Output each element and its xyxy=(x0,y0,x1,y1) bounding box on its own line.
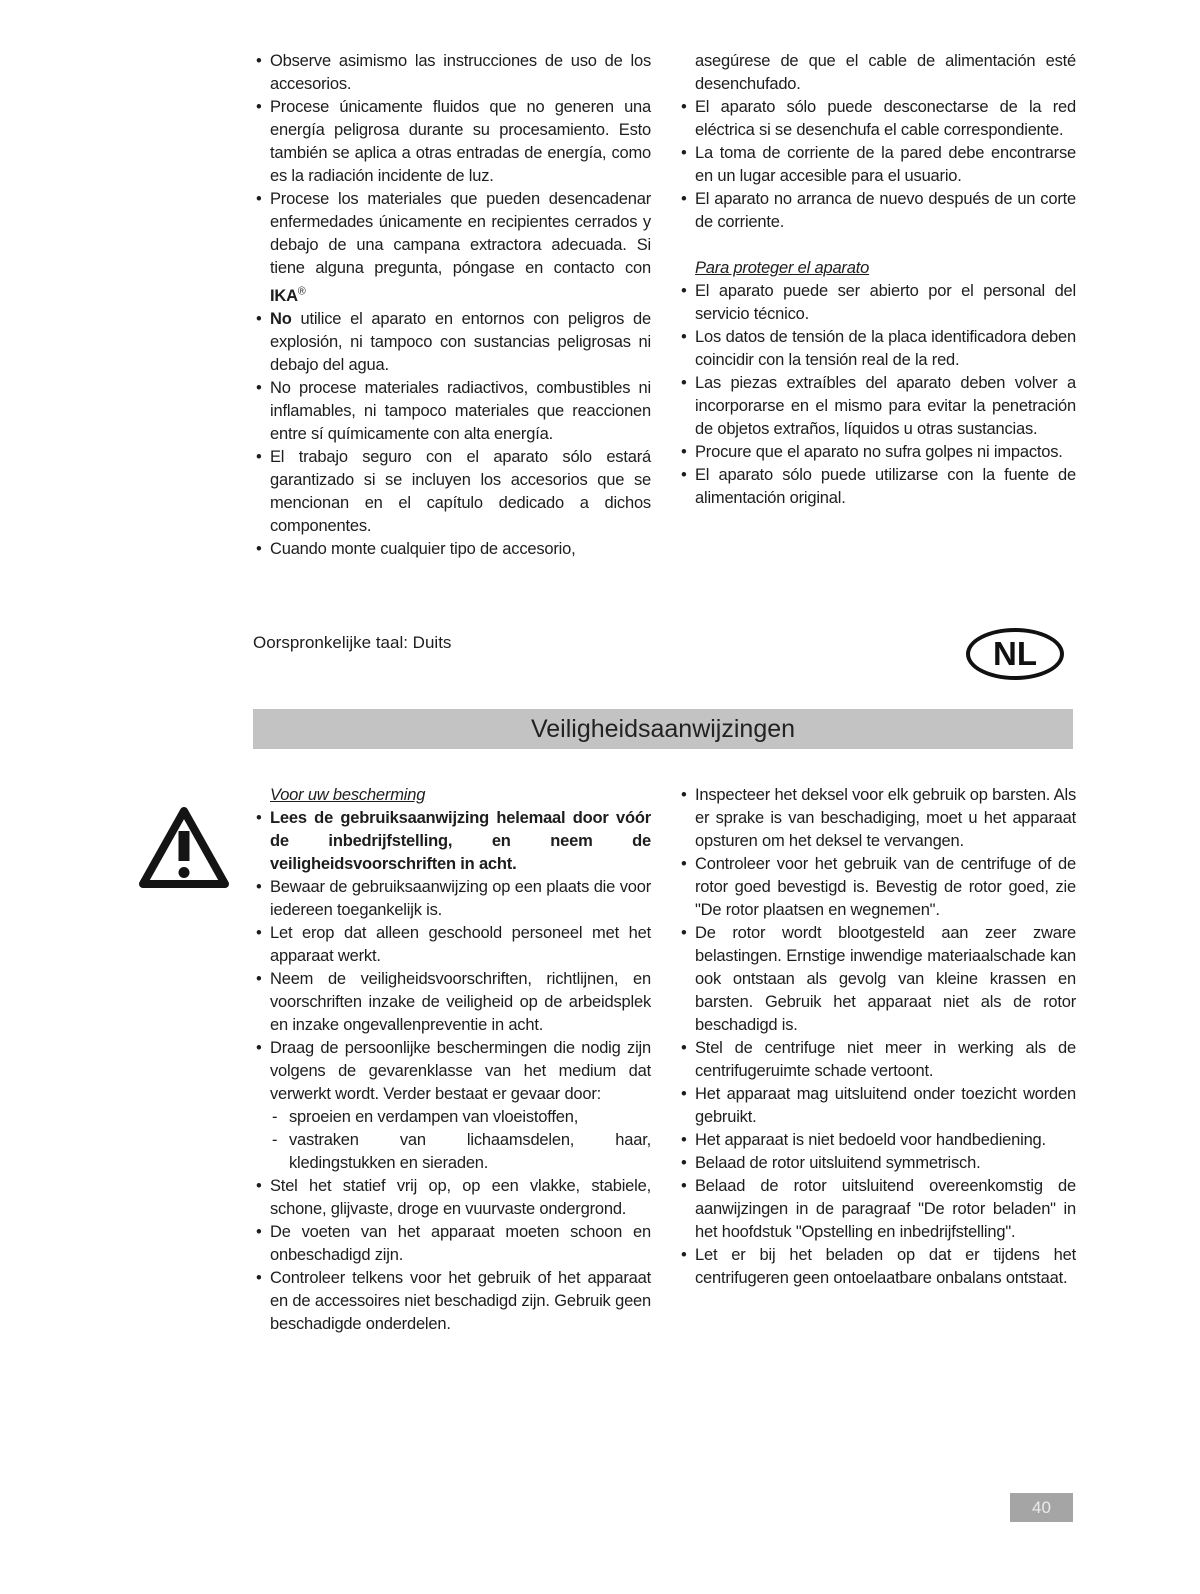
list-item xyxy=(678,142,1076,188)
subsection-heading xyxy=(678,257,1076,280)
item-text: Controleer voor het gebruik van de centrifuge of de rotor goed bevestigd is. Bevestig de rotor goed, zie "De rotor plaatsen en wegnemen". xyxy=(695,855,1076,919)
item-text: Cuando monte cualquier tipo de accesorio, xyxy=(270,539,576,558)
item-text: Las piezas extraíbles del aparato deben volver a incorporarse en el mismo para evitar la penetración de objetos extraños, líquidos u otras sustancias. xyxy=(695,374,1076,438)
list-item xyxy=(253,1106,651,1129)
language-badge-label: NL xyxy=(993,635,1037,672)
bullet-marker: • xyxy=(256,98,262,116)
bullet-marker: • xyxy=(681,443,687,461)
list-item xyxy=(678,326,1076,372)
list-item xyxy=(253,538,651,561)
spanish-safety-right-column xyxy=(678,50,1076,510)
bullet-marker: • xyxy=(256,1039,262,1057)
list-item xyxy=(678,1244,1076,1290)
list-item xyxy=(253,308,651,377)
list-item xyxy=(253,1175,651,1221)
bullet-marker: • xyxy=(256,1177,262,1195)
list-item xyxy=(253,876,651,922)
bullet-marker: • xyxy=(681,282,687,300)
item-text: Bewaar de gebruiksaanwijzing op een plaats die voor iedereen toegankelijk is. xyxy=(270,878,651,919)
original-language-note: Oorspronkelijke taal: Duits xyxy=(253,633,452,652)
item-text: Stel het statief vrij op, op een vlakke, stabiele, schone, glijvaste, droge en vuurvaste ondergrond. xyxy=(270,1177,651,1218)
bullet-marker: • xyxy=(256,1223,262,1241)
item-text: Belaad de rotor uitsluitend symmetrisch. xyxy=(695,1154,981,1172)
bullet-marker: • xyxy=(681,374,687,392)
item-text: asegúrese de que el cable de alimentación esté desenchufado. xyxy=(695,52,1076,93)
bullet-marker: • xyxy=(681,1039,687,1057)
bullet-marker: • xyxy=(681,1246,687,1264)
spanish-safety-left-column xyxy=(253,50,651,561)
bullet-marker: • xyxy=(256,1269,262,1287)
bullet-marker: • xyxy=(681,924,687,942)
item-text: De voeten van het apparaat moeten schoon en onbeschadigd zijn. xyxy=(270,1223,651,1264)
list-item xyxy=(678,784,1076,853)
item-text: Controleer telkens voor het gebruik of het apparaat en de accessoires niet beschadigd zijn. Gebruik geen beschadigde onderdelen. xyxy=(270,1269,651,1333)
item-text: El aparato no arranca de nuevo después de un corte de corriente. xyxy=(695,190,1076,231)
item-text: El aparato sólo puede desconectarse de la red eléctrica si se desenchufa el cable correspondiente. xyxy=(695,98,1076,139)
item-text: La toma de corriente de la pared debe encontrarse en un lugar accesible para el usuario. xyxy=(695,144,1076,185)
language-badge xyxy=(966,628,1064,680)
dash-marker: - xyxy=(272,1131,278,1149)
item-text: El trabajo seguro con el aparato sólo estará garantizado si se incluyen los accesorios que se mencionan en el capítulo dedicado a dichos componentes. xyxy=(270,447,651,535)
item-text: Het apparaat mag uitsluitend onder toezicht worden gebruikt. xyxy=(695,1085,1076,1126)
item-text: Let erop dat alleen geschoold personeel met het apparaat werkt. xyxy=(270,924,651,965)
bullet-marker: • xyxy=(256,378,262,397)
bullet-marker: • xyxy=(681,786,687,804)
page-number: 40 xyxy=(1032,1497,1051,1517)
bullet-marker: • xyxy=(256,970,262,988)
item-text: Belaad de rotor uitsluitend overeenkomstig de aanwijzingen in de paragraaf "De rotor beladen" in het hoofdstuk "Opstelling en inbedrijfstelling". xyxy=(695,1177,1076,1241)
item-text: Inspecteer het deksel voor elk gebruik op barsten. Als er sprake is van beschadiging, moet u het apparaat opsturen om het deksel te vervangen. xyxy=(695,786,1076,850)
dash-marker: - xyxy=(272,1108,278,1126)
bullet-marker: • xyxy=(681,144,687,162)
item-text: Neem de veiligheidsvoorschriften, richtlijnen, en voorschriften inzake de veiligheid op de arbeidsplek en inzake ongevallenpreventie in acht. xyxy=(270,970,651,1034)
item-text: Draag de persoonlijke beschermingen die nodig zijn volgens de gevarenklasse van het medium dat verwerkt wordt. Verder bestaat er gevaar door: xyxy=(270,1039,651,1103)
item-text: Procure que el aparato no sufra golpes ni impactos. xyxy=(695,443,1063,461)
item-text: Procese los materiales que pueden desencadenar enfermedades únicamente en recipientes cerrados y debajo de una campana extractora adecuada. Si tiene alguna pregunta, póngase en contacto con IKA® xyxy=(270,190,651,305)
list-item xyxy=(253,188,651,308)
list-item xyxy=(678,50,1076,96)
list-item xyxy=(678,1129,1076,1152)
list-item xyxy=(678,372,1076,441)
dutch-safety-left-column xyxy=(253,784,651,1336)
bullet-marker: • xyxy=(681,855,687,873)
item-text: De rotor wordt blootgesteld aan zeer zware belastingen. Ernstige inwendige materiaalschade kan ook ontstaan als gevolg van kleine krassen en barsten. Gebruik het apparaat niet als de rotor beschadigd is. xyxy=(695,924,1076,1034)
item-text: Let er bij het beladen op dat er tijdens het centrifugeren geen ontoelaatbare onbalans ontstaat. xyxy=(695,1246,1076,1287)
item-text: El aparato puede ser abierto por el personal del servicio técnico. xyxy=(695,282,1076,323)
bullet-marker: • xyxy=(681,1154,687,1172)
bullet-marker: • xyxy=(256,52,262,70)
bullet-marker: • xyxy=(681,1177,687,1195)
item-text: No utilice el aparato en entornos con peligros de explosión, ni tampoco con sustancias peligrosas ni debajo del agua. xyxy=(270,309,651,374)
list-item xyxy=(678,1175,1076,1244)
bullet-marker: • xyxy=(681,466,687,484)
item-text: Procese únicamente fluidos que no generen una energía peligrosa durante su procesamiento. Esto también se aplica a otras entradas de energía, como es la radiación incidente de luz. xyxy=(270,98,651,185)
list-item xyxy=(253,1267,651,1336)
list-item xyxy=(678,188,1076,234)
list-item xyxy=(678,1083,1076,1129)
item-text: Voor uw bescherming xyxy=(270,786,426,804)
list-item xyxy=(253,1037,651,1106)
bullet-marker: • xyxy=(256,539,262,558)
bullet-marker: • xyxy=(681,328,687,346)
dutch-safety-right-column xyxy=(678,784,1076,1290)
bullet-marker: • xyxy=(256,924,262,942)
section-title: Veiligheidsaanwijzingen xyxy=(530,714,796,743)
subsection-heading xyxy=(253,784,651,807)
item-text: Para proteger el aparato xyxy=(695,259,870,277)
list-item xyxy=(678,853,1076,922)
bullet-marker: • xyxy=(256,809,262,827)
bullet-marker: • xyxy=(256,447,262,466)
list-item xyxy=(253,377,651,446)
item-text: Los datos de tensión de la placa identificadora deben coincidir con la tensión real de la red. xyxy=(695,328,1076,369)
bullet-marker: • xyxy=(681,1085,687,1103)
list-item xyxy=(678,1152,1076,1175)
bullet-marker: • xyxy=(256,309,262,328)
bullet-marker: • xyxy=(681,98,687,116)
list-item xyxy=(253,968,651,1037)
list-item xyxy=(253,922,651,968)
list-item xyxy=(678,464,1076,510)
list-item xyxy=(253,96,651,188)
list-item xyxy=(678,441,1076,464)
bullet-marker: • xyxy=(681,1131,687,1149)
bullet-marker: • xyxy=(681,190,687,208)
section-header-bar xyxy=(253,709,1073,749)
bullet-marker: • xyxy=(256,190,262,208)
list-item xyxy=(253,50,651,96)
list-item xyxy=(253,1221,651,1267)
warning-triangle-icon xyxy=(136,803,232,893)
item-text: Observe asimismo las instrucciones de uso de los accesorios. xyxy=(270,52,651,93)
bullet-marker: • xyxy=(256,878,262,896)
list-item xyxy=(253,807,651,876)
list-item xyxy=(678,96,1076,142)
item-text: No procese materiales radiactivos, combustibles ni inflamables, ni tampoco materiales que reaccionen entre sí químicamente con alta energía. xyxy=(270,378,651,443)
list-item xyxy=(678,1037,1076,1083)
item-text: vastraken van lichaamsdelen, haar, kledingstukken en sieraden. xyxy=(289,1131,651,1172)
list-item xyxy=(678,280,1076,326)
list-item xyxy=(253,1129,651,1175)
list-item xyxy=(253,446,651,538)
page-number-badge xyxy=(1010,1493,1073,1522)
item-text: El aparato sólo puede utilizarse con la fuente de alimentación original. xyxy=(695,466,1076,507)
item-text: Stel de centrifuge niet meer in werking als de centrifugeruimte schade vertoont. xyxy=(695,1039,1076,1080)
item-text: Het apparaat is niet bedoeld voor handbediening. xyxy=(695,1131,1046,1149)
list-item xyxy=(678,922,1076,1037)
item-text: Lees de gebruiksaanwijzing helemaal door vóór de inbedrijfstelling, en neem de veiligheidsvoorschriften in acht. xyxy=(270,809,651,873)
item-text: sproeien en verdampen van vloeistoffen, xyxy=(289,1108,579,1126)
